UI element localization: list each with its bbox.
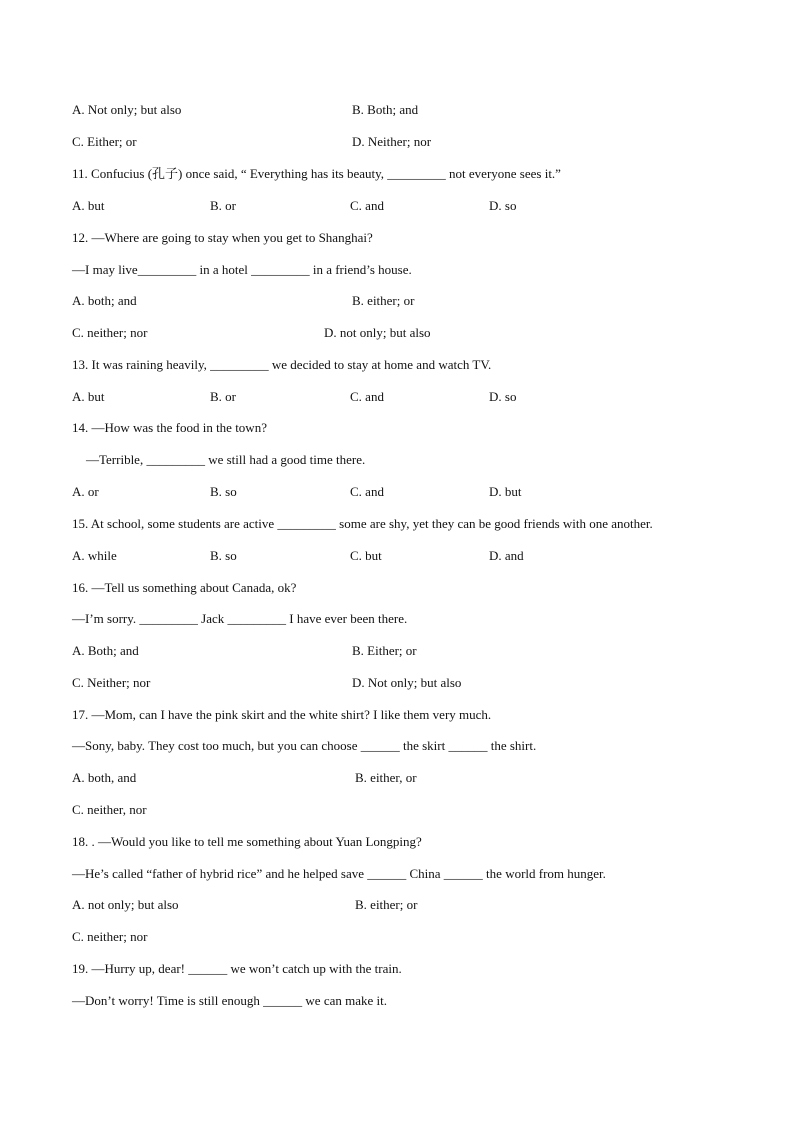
q16-reply: —I’m sorry. _________ Jack _________ I have ever been there. (72, 611, 408, 626)
q14-option-c: C. and (350, 484, 384, 499)
q11-option-c: C. and (350, 198, 384, 213)
q10-option-d: D. Neither; nor (352, 134, 432, 149)
q18-option-b: B. either; or (355, 897, 418, 912)
q15-option-c: C. but (350, 548, 382, 563)
q16-stem: 16. —Tell us something about Canada, ok? (72, 580, 297, 595)
q13-option-c: C. and (350, 389, 384, 404)
q16-option-c: C. Neither; nor (72, 675, 151, 690)
q16-option-b: B. Either; or (352, 643, 417, 658)
q13-option-b: B. or (210, 389, 236, 404)
q14-stem: 14. —How was the food in the town? (72, 420, 267, 435)
q11-stem: 11. Confucius (孔子) once said, “ Everything has its beauty, _________ not everyone sees it.” (72, 166, 561, 181)
q10-option-a: A. Not only; but also (72, 102, 182, 117)
q12-option-b: B. either; or (352, 293, 415, 308)
q17-option-c: C. neither, nor (72, 802, 147, 817)
q19-stem: 19. —Hurry up, dear! ______ we won’t catch up with the train. (72, 961, 402, 976)
q10-option-c: C. Either; or (72, 134, 137, 149)
q12-stem: 12. —Where are going to stay when you get to Shanghai? (72, 230, 373, 245)
q16-option-a: A. Both; and (72, 643, 139, 658)
q15-option-d: D. and (489, 548, 524, 563)
q15-option-a: A. while (72, 548, 117, 563)
q11-option-d: D. so (489, 198, 517, 213)
q14-option-a: A. or (72, 484, 99, 499)
q14-option-d: D. but (489, 484, 522, 499)
q17-option-b: B. either, or (355, 770, 417, 785)
q13-stem: 13. It was raining heavily, _________ we decided to stay at home and watch TV. (72, 357, 492, 372)
q12-option-c: C. neither; nor (72, 325, 148, 340)
q12-reply: —I may live_________ in a hotel _________ in a friend’s house. (72, 262, 412, 277)
q17-reply: —Sony, baby. They cost too much, but you can choose ______ the skirt ______ the shirt. (72, 738, 537, 753)
q14-option-b: B. so (210, 484, 237, 499)
q17-stem: 17. —Mom, can I have the pink skirt and the white shirt? I like them very much. (72, 707, 492, 722)
q10-option-b: B. Both; and (352, 102, 419, 117)
q11-option-b: B. or (210, 198, 236, 213)
q18-reply: —He’s called “father of hybrid rice” and he helped save ______ China ______ the world from hunger. (72, 866, 606, 881)
q12-option-d: D. not only; but also (324, 325, 431, 340)
q19-reply: —Don’t worry! Time is still enough ______ we can make it. (72, 993, 387, 1008)
q12-option-a: A. both; and (72, 293, 137, 308)
q15-option-b: B. so (210, 548, 237, 563)
q13-option-d: D. so (489, 389, 517, 404)
q11-option-a: A. but (72, 198, 105, 213)
q16-option-d: D. Not only; but also (352, 675, 462, 690)
q17-option-a: A. both, and (72, 770, 137, 785)
q13-option-a: A. but (72, 389, 105, 404)
q14-reply: —Terrible, _________ we still had a good time there. (86, 452, 366, 467)
q18-option-a: A. not only; but also (72, 897, 179, 912)
q18-stem: 18. . —Would you like to tell me something about Yuan Longping? (72, 834, 422, 849)
q15-stem: 15. At school, some students are active _________ some are shy, yet they can be good friends with one another. (72, 516, 653, 531)
q18-option-c: C. neither; nor (72, 929, 148, 944)
